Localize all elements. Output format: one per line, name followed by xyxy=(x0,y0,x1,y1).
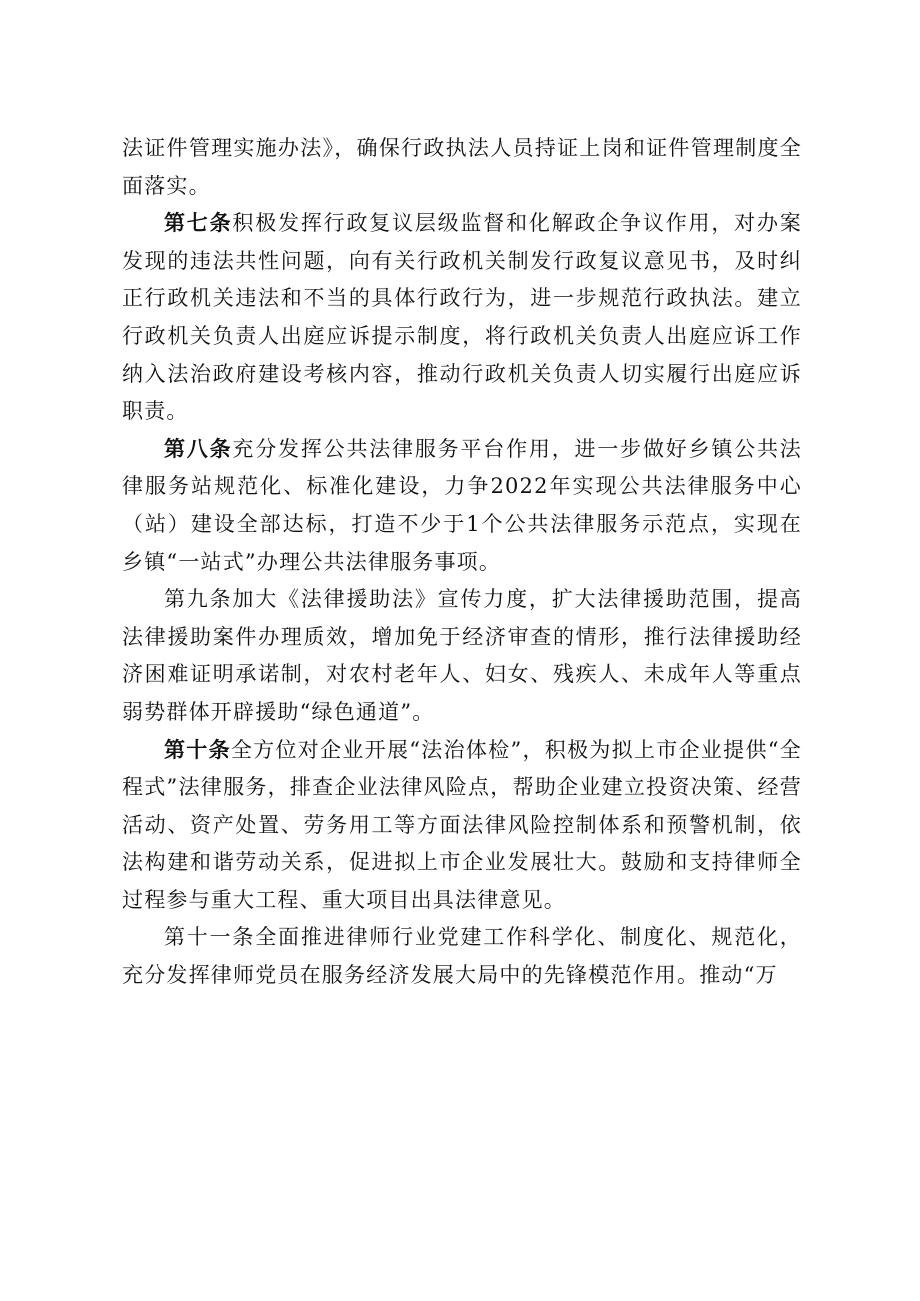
article-9 xyxy=(122,581,802,731)
article-10 xyxy=(122,732,802,920)
article-heading: 第八条 xyxy=(164,436,233,461)
article-heading: 第七条 xyxy=(164,211,233,236)
article-heading: 第十条 xyxy=(164,737,231,762)
paragraph-text: 全方位对企业开展“法治体检”，积极为拟上市企业提供“全程式”法律服务，排查企业法律风险点，帮助企业建立投资决策、经营活动、资产处置、劳务用工等方面法律风险控制体系和预警机制，依法构建和谐劳动关系，促进拟上市企业发展壮大。鼓励和支持律师全过程参与重大工程、重大项目出具法律意见。 xyxy=(122,737,802,912)
paragraph-text: 充分发挥公共法律服务平台作用，进一步做好乡镇公共法律服务站规范化、标准化建设，力争2022年实现公共法律服务中心（站）建设全部达标，打造不少于1个公共法律服务示范点，实现在乡镇“一站式”办理公共法律服务事项。 xyxy=(122,436,802,574)
article-7 xyxy=(122,205,802,431)
document-page xyxy=(122,130,802,995)
article-11 xyxy=(122,919,802,994)
article-8 xyxy=(122,431,802,581)
paragraph-text: 第九条加大《法律援助法》宣传力度，扩大法律援助范围，提高法律援助案件办理质效，增加免于经济审查的情形，推行法律援助经济困难证明承诺制，对农村老年人、妇女、残疾人、未成年人等重点弱势群体开辟援助“绿色通道”。 xyxy=(122,587,802,724)
paragraph-text: 积极发挥行政复议层级监督和化解政企争议作用，对办案发现的违法共性问题，向有关行政机关制发行政复议意见书，及时纠正行政机关违法和不当的具体行政行为，进一步规范行政执法。建立行政机关负责人出庭应诉提示制度，将行政机关负责人出庭应诉工作纳入法治政府建设考核内容，推动行政机关负责人切实履行出庭应诉职责。 xyxy=(122,211,802,424)
paragraph-continuation xyxy=(122,130,802,205)
paragraph-text: 第十一条全面推进律师行业党建工作科学化、制度化、规范化，充分发挥律师党员在服务经济发展大局中的先锋模范作用。推动“万 xyxy=(122,925,802,988)
paragraph-text: 法证件管理实施办法》，确保行政执法人员持证上岗和证件管理制度全面落实。 xyxy=(122,136,802,198)
